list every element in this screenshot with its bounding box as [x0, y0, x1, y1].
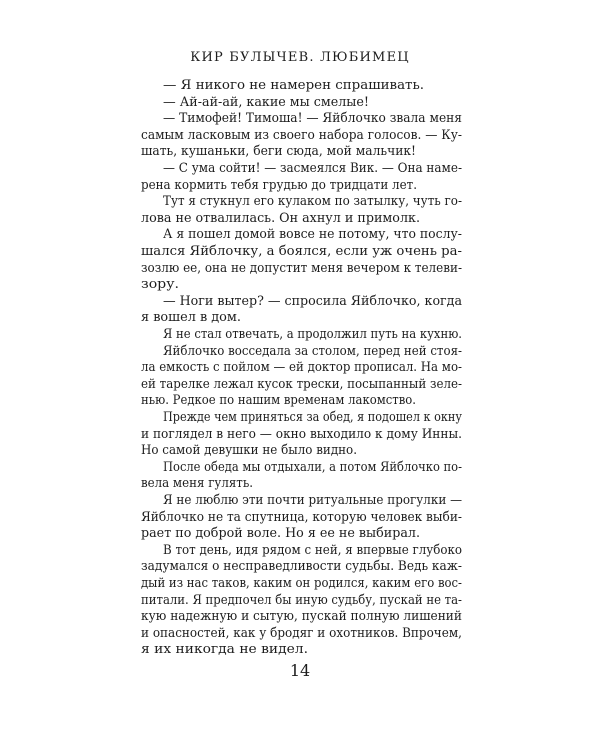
- text-line: — С ума сойти! — засмеялся Вик. — Она наме-: [163, 161, 462, 176]
- text-line: и поглядел в него — окно выходило к дому Инны.: [141, 426, 462, 442]
- text-line: я вошел в дом.: [141, 310, 241, 326]
- text-line: Яйблочко не та спутница, которую человек выби-: [141, 509, 462, 525]
- page-number: 14: [289, 661, 311, 680]
- text-line: ла емкость с пойлом — ей доктор прописал. На мо-: [141, 360, 462, 376]
- text-line: и опасностей, как у бродяг и охотников. Впрочем,: [141, 625, 462, 641]
- text-line: Яйблочко восседала за столом, перед ней стоя-: [163, 343, 462, 359]
- text-line: Я не люблю эти почти ритуальные прогулки —: [163, 493, 462, 508]
- text-line: — Ай-ай-ай, какие мы смелые!: [163, 94, 369, 110]
- text-line: шался Яйблочку, а боялся, если уж очень ра-: [141, 244, 462, 259]
- text-line: Я не стал отвечать, а продолжил путь на кухню.: [163, 327, 462, 342]
- text-line: ей тарелке лежал кусок трески, посыпанный зеле-: [141, 376, 462, 392]
- text-line: кую надежную и сытую, пускай полную лишений: [141, 609, 462, 625]
- text-line: Прежде чем приняться за обед, я подошел к окну: [163, 410, 462, 425]
- text-line: шать, кушаньки, беги сюда, мой мальчик!: [141, 144, 416, 160]
- text-line: — Тимофей! Тимоша! — Яйблочко звала меня: [163, 111, 462, 127]
- text-line: В тот день, идя рядом с ней, я впервые глубоко: [163, 542, 462, 558]
- text-line: рена кормить тебя грудью до тридцати лет.: [141, 177, 417, 193]
- text-line: зозлю ее, она не допустит меня вечером к телеви-: [141, 260, 462, 276]
- text-line: дый из нас таков, каким он родился, каким его вос-: [141, 576, 462, 591]
- text-line: А я пошел домой вовсе не потому, что послу-: [163, 227, 462, 243]
- text-line: вела меня гулять.: [141, 476, 253, 492]
- text-line: лова не отвалилась. Он ахнул и примолк.: [141, 210, 420, 226]
- text-line: После обеда мы отдыхали, а потом Яйблочко по-: [163, 459, 462, 475]
- text-line: — Я никого не намерен спрашивать.: [163, 78, 424, 93]
- text-line: питали. Я предпочел бы иную судьбу, пускай не та-: [141, 592, 462, 608]
- text-line: нью. Редкое по нашим временам лакомство.: [141, 393, 416, 409]
- text-line: я их никогда не видел.: [141, 642, 308, 658]
- text-line: — Ноги вытер? — спросила Яйблочко, когда: [163, 293, 462, 309]
- running-header: КИР БУЛЫЧЕВ. ЛЮБИМЕЦ: [190, 50, 410, 65]
- text-line: Тут я стукнул его кулаком по затылку, чуть го-: [163, 194, 462, 210]
- text-line: зору.: [141, 277, 179, 293]
- text-line: самым ласковым из своего набора голосов. — Ку-: [141, 127, 462, 143]
- text-line: Но самой девушки не было видно.: [141, 443, 357, 459]
- text-line: задумался о несправедливости судьбы. Ведь каж-: [141, 559, 462, 575]
- text-line: рает по доброй воле. Но я ее не выбирал.: [141, 526, 420, 542]
